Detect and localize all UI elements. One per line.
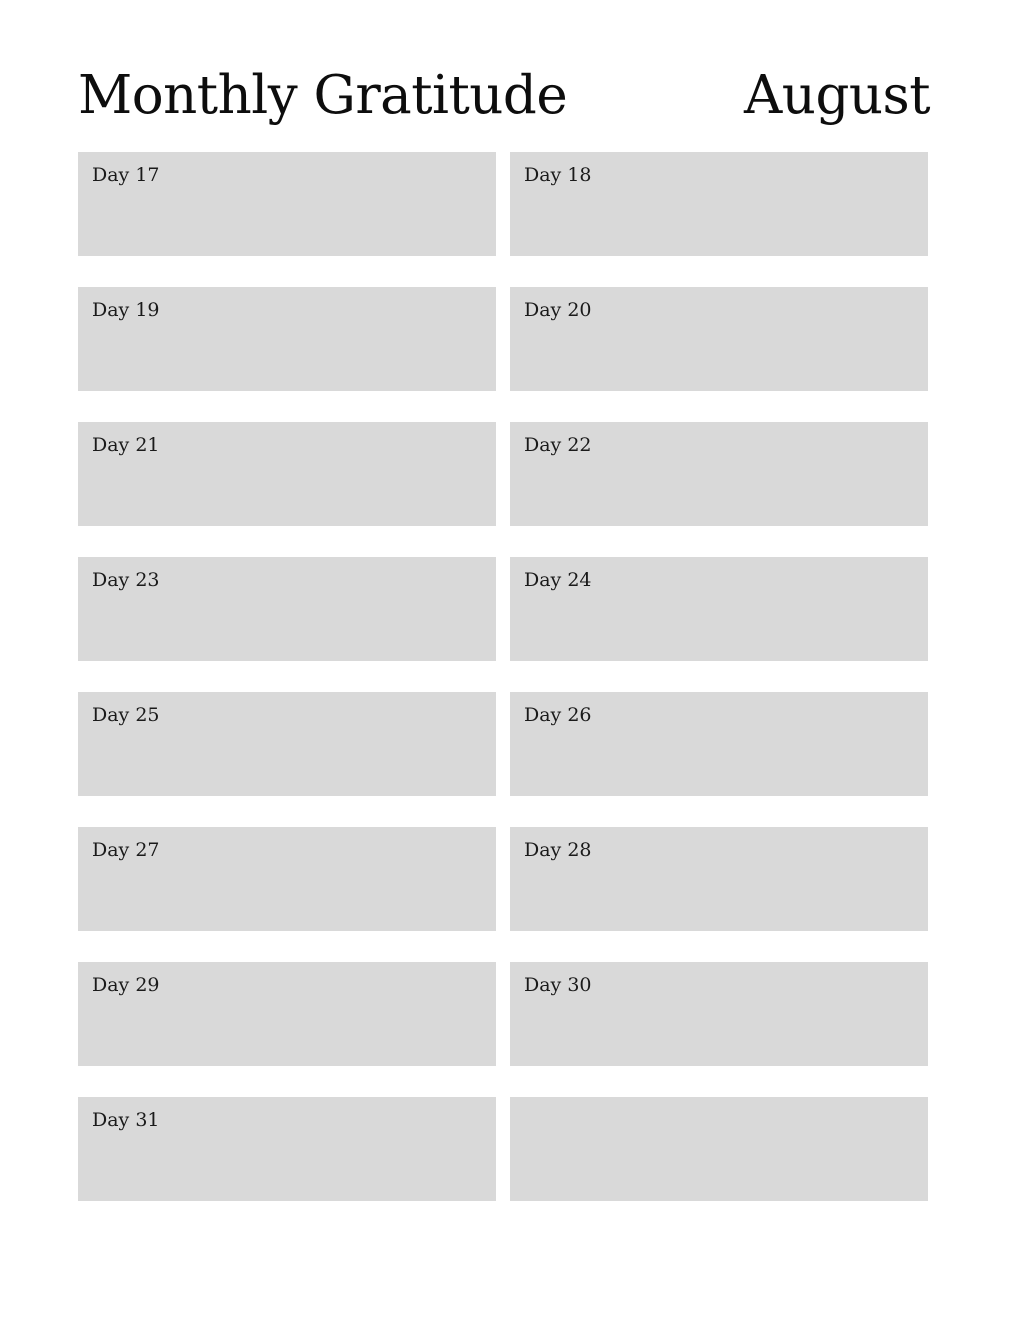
day-label: Day 31 bbox=[92, 1108, 160, 1131]
day-entry-cell[interactable] bbox=[78, 422, 496, 526]
day-entry-cell[interactable] bbox=[78, 557, 496, 661]
day-label: Day 20 bbox=[524, 298, 592, 321]
day-label: Day 27 bbox=[92, 838, 160, 861]
day-entry-cell[interactable] bbox=[78, 1097, 496, 1201]
day-entry-cell[interactable] bbox=[78, 827, 496, 931]
day-label: Day 28 bbox=[524, 838, 592, 861]
page-title: Monthly Gratitude bbox=[78, 65, 568, 126]
day-entry-cell[interactable] bbox=[510, 152, 928, 256]
day-entry-cell[interactable] bbox=[78, 152, 496, 256]
day-label: Day 22 bbox=[524, 433, 592, 456]
day-entry-cell[interactable] bbox=[510, 827, 928, 931]
gratitude-day-grid bbox=[78, 152, 946, 1201]
day-entry-cell[interactable] bbox=[78, 962, 496, 1066]
day-label: Day 23 bbox=[92, 568, 160, 591]
day-label: Day 25 bbox=[92, 703, 160, 726]
day-label: Day 21 bbox=[92, 433, 160, 456]
day-label: Day 26 bbox=[524, 703, 592, 726]
day-entry-cell[interactable] bbox=[510, 557, 928, 661]
day-label: Day 18 bbox=[524, 163, 592, 186]
empty-cell[interactable] bbox=[510, 1097, 928, 1201]
day-label: Day 19 bbox=[92, 298, 160, 321]
day-entry-cell[interactable] bbox=[510, 287, 928, 391]
day-entry-cell[interactable] bbox=[510, 422, 928, 526]
page-header bbox=[78, 0, 946, 124]
day-label: Day 17 bbox=[92, 163, 160, 186]
day-label: Day 30 bbox=[524, 973, 592, 996]
day-label: Day 24 bbox=[524, 568, 592, 591]
day-entry-cell[interactable] bbox=[510, 962, 928, 1066]
day-entry-cell[interactable] bbox=[510, 692, 928, 796]
day-label: Day 29 bbox=[92, 973, 160, 996]
day-entry-cell[interactable] bbox=[78, 692, 496, 796]
day-entry-cell[interactable] bbox=[78, 287, 496, 391]
month-label: August bbox=[744, 65, 930, 126]
